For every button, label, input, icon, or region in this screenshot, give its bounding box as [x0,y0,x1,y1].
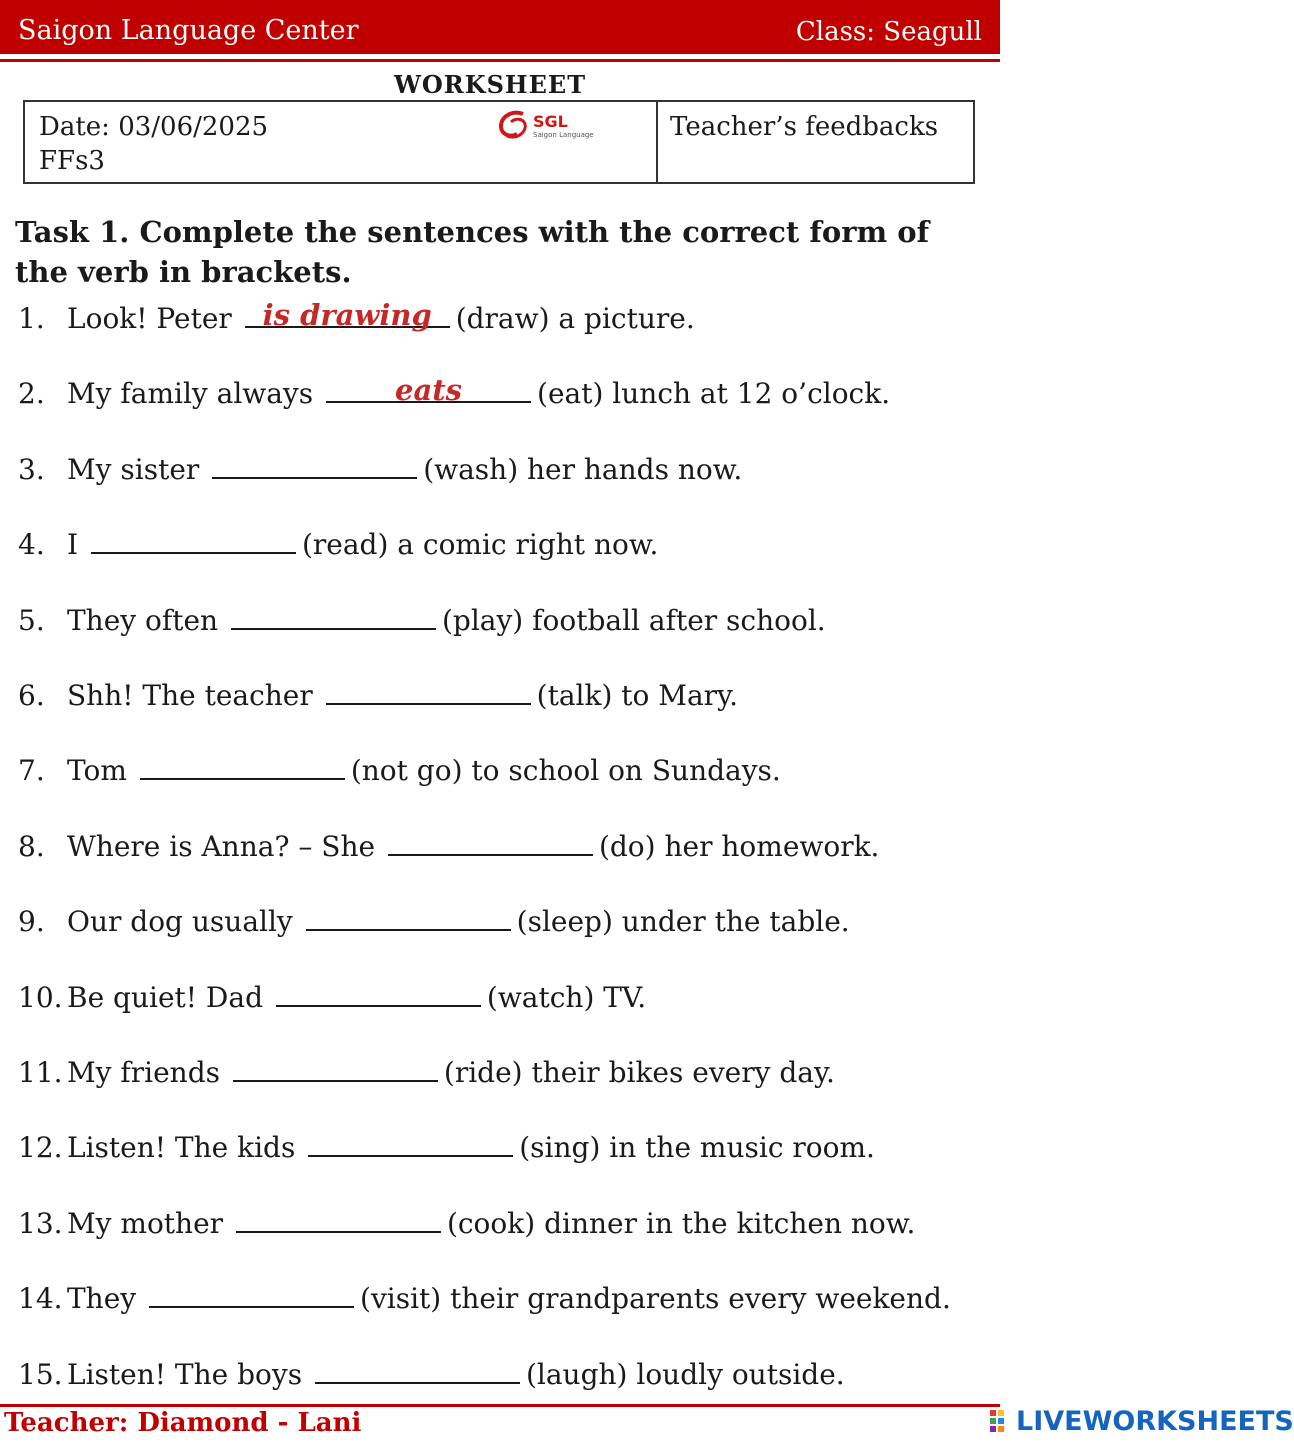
header-bar [0,0,1000,54]
info-box-divider [656,102,658,182]
question-text-before: I [67,528,79,561]
question-item [18,373,891,410]
answer-blank[interactable] [140,758,345,780]
answer-blank[interactable] [306,909,511,931]
answer-blank[interactable] [149,1286,354,1308]
worksheet-title: WORKSHEET [393,70,587,99]
question-text-after: (visit) their grandparents every weekend. [360,1282,951,1315]
question-text-before: Our dog usually [67,905,293,938]
answer-blank[interactable] [276,985,481,1007]
question-number: 13. [18,1207,63,1240]
answer-blank[interactable] [212,457,417,479]
class-label: Class: Seagull [795,17,982,47]
info-box [23,100,975,184]
logo-subtext: Saigon Language [533,131,594,139]
question-text-before: Listen! The boys [67,1358,303,1391]
logo-text: SGL [533,112,568,131]
question-text-before: They often [67,604,219,637]
question-number: 15. [18,1358,63,1391]
teacher-feedback-label: Teacher’s feedbacks [670,112,939,142]
question-item [18,1282,951,1315]
question-text-before: Where is Anna? – She [67,830,376,863]
question-text-before: They [67,1282,137,1315]
question-number: 11. [18,1056,63,1089]
question-number: 5. [18,604,45,637]
question-text-before: My friends [67,1056,220,1089]
answer-blank[interactable] [91,532,296,554]
question-item [18,679,738,712]
answer-text: is drawing [262,298,432,332]
question-text-before: Listen! The kids [67,1131,296,1164]
question-text-after: (laugh) loudly outside. [525,1358,845,1391]
question-text-after: (talk) to Mary. [536,679,739,712]
question-number: 1. [18,302,45,335]
answer-blank[interactable] [233,1060,438,1082]
question-text-before: Tom [67,754,127,787]
question-text-before: Shh! The teacher [67,679,313,712]
question-text-after: (ride) their bikes every day. [443,1056,835,1089]
question-item [18,905,850,938]
question-number: 8. [18,830,45,863]
question-number: 12. [18,1131,63,1164]
question-text-before: My family always [67,377,314,410]
question-text-after: (sleep) under the table. [516,905,850,938]
answer-blank[interactable] [326,683,531,705]
answer-blank[interactable] [231,608,436,630]
task-title: Task 1. Complete the sentences with the correct form of the verb in brackets. [15,215,930,289]
question-text-after: (watch) TV. [486,981,647,1014]
header-divider [0,59,1000,62]
question-number: 10. [18,981,63,1014]
question-item [18,1358,845,1391]
question-number: 3. [18,453,45,486]
answer-blank[interactable] [388,834,593,856]
answer-blank[interactable] [245,298,450,332]
question-item [18,298,695,335]
question-number: 7. [18,754,45,787]
answer-blank[interactable] [236,1211,441,1233]
sgl-swoosh-icon [495,108,531,142]
teacher-name: Teacher: Diamond - Lani [4,1408,362,1438]
question-text-before: Look! Peter [67,302,232,335]
date-text: Date: 03/06/2025 [39,112,269,142]
question-item [18,1056,835,1089]
question-text-after: (sing) in the music room. [519,1131,875,1164]
question-text-before: Be quiet! Dad [67,981,263,1014]
question-text-after: (wash) her hands now. [423,453,743,486]
question-item [18,754,781,787]
liveworksheets-grid-icon [990,1410,1012,1434]
answer-blank[interactable] [326,373,531,407]
question-item [18,981,646,1014]
question-number: 4. [18,528,45,561]
question-number: 6. [18,679,45,712]
school-name: Saigon Language Center [18,15,359,46]
question-item [18,528,658,561]
question-item [18,830,879,863]
answer-blank[interactable] [308,1135,513,1157]
question-item [18,453,742,486]
question-text-before: My sister [67,453,200,486]
question-text-after: (do) her homework. [598,830,880,863]
question-item [18,604,826,637]
question-item [18,1207,915,1240]
question-text-before: My mother [67,1207,224,1240]
question-number: 14. [18,1282,63,1315]
sgl-logo [495,108,595,144]
answer-text: eats [395,373,463,407]
question-number: 9. [18,905,45,938]
question-text-after: (not go) to school on Sundays. [350,754,781,787]
question-number: 2. [18,377,45,410]
footer-divider [0,1404,1000,1407]
liveworksheets-brand: LIVEWORKSHEETS [1016,1406,1294,1437]
question-text-after: (cook) dinner in the kitchen now. [446,1207,916,1240]
question-text-after: (play) football after school. [441,604,826,637]
question-text-after: (read) a comic right now. [301,528,659,561]
question-text-after: (eat) lunch at 12 o’clock. [537,377,891,410]
question-item [18,1131,875,1164]
class-code: FFs3 [39,146,105,176]
question-text-after: (draw) a picture. [455,302,695,335]
answer-blank[interactable] [315,1362,520,1384]
